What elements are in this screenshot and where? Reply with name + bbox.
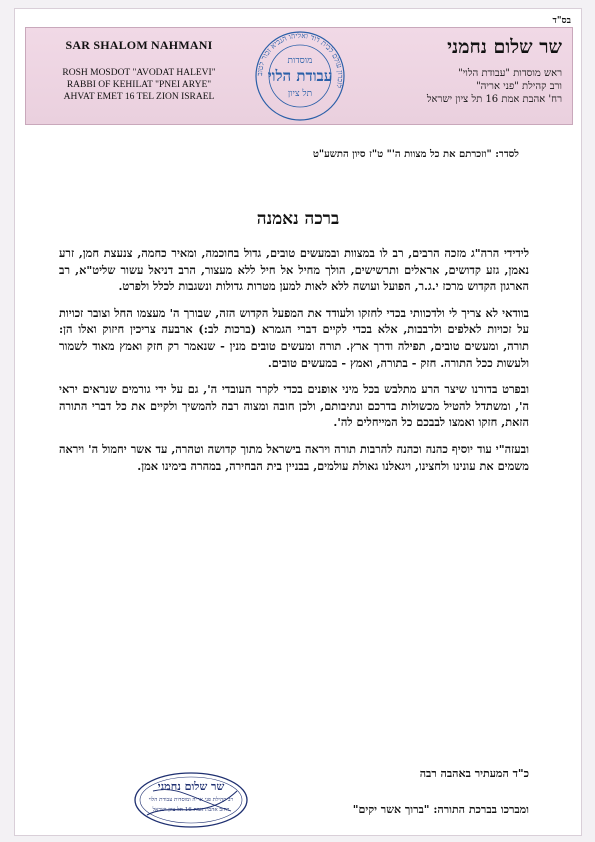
letterhead-hebrew: [362, 36, 562, 106]
seal-middle-text: עבודת הלוי: [267, 67, 333, 85]
stamp-line: רב קהילת פני אריה ומוסדות עבודת הלוי: [148, 797, 234, 803]
letter-title: ברכה נאמנה: [256, 209, 340, 229]
seal-ring-text: לזכרון עולם לבית דוד ואליהו הנביא זכור לטוב: [254, 30, 346, 90]
english-line: AHVAT EMET 16 TEL ZION ISRAEL: [63, 92, 215, 102]
hebrew-name: שר שלום נחמני: [447, 36, 562, 58]
bsd-mark: בס"ד: [552, 16, 571, 26]
date-line: לסדר: "וזכרתם את כל מצוות ה'" ט"ז סיון התשע"ט: [312, 149, 519, 160]
body-paragraph: ובעזה"י עוד יוסיף כהנה וכהנה להרבות תורה ויראה בישראל מתוך קדושה וטהרה, עד אשר יחמול ה' ויראה משמים את עונינו ולחצינו, ויגאלנו גאולת עולמים, בבניין בית הבחירה, במהרה בימינו אמן.: [59, 441, 529, 473]
body-paragraph: בוודאי לא צריך לי ולדכוותי בכדי לחזקו ולעודד את המפעל הקדוש הזה, שבורך ה' מעצמו החל וצובר זכויות על זכויות לאלפים ולרבבות, אלא בכדי לקיים דברי הגמרא (ברכות לב:) ארבעה צריכין חיזוק ואלו הן: תורה, ומעשים טובים, תפילה ודרך ארץ. תורה ומעשים טובים מנין - שנאמר רק חזק ואמץ מאוד לשמור ולעשות ככל התורה. חזק - בתורה, ואמץ - במעשים טובים.: [59, 305, 529, 370]
letter-body: [59, 245, 529, 484]
institution-seal: [254, 30, 346, 122]
seal-top-text: מוסדות: [287, 56, 313, 66]
stamp-line: רחוב אהבת אמת 16 תל ציון ישראל: [152, 807, 230, 813]
letterhead: [25, 27, 573, 125]
body-paragraph: לידידי הרה"ג מזכה הרבים, רב לו במצוות ובמעשים טובים, גדול בחוכמה, ומאיר כחמה, צנעצת חמן, זרע נאמן, גזע קדושים, אראלים ותרשישים, הולך מחיל אל חיל ללא מעצור, הרב דניאל עשור שליט"א, רב הארגון הקדוש מרכז י.ג.ר, הפועל ועושה ללא לאות למען מטרות גדולות ונשגבות לכלל ולפרט.: [59, 246, 529, 294]
signoff-line: ומברכו בברכת התורה: "ברוך אשר יקים": [352, 803, 529, 816]
signature-stamp: [133, 771, 249, 829]
hebrew-line: ראש מוסדות "עבודת הלוי": [458, 68, 562, 79]
letterhead-english: [34, 38, 244, 103]
hebrew-line: רח' אהבת אמת 16 תל ציון ישראל: [426, 94, 562, 105]
letter-page: [14, 8, 582, 836]
seal-bottom-text: תל ציון: [287, 89, 313, 99]
english-line: RABBI OF KEHILAT "PNEI ARYE": [66, 80, 212, 90]
closing-line: כ"ד המעתיר באהבה רבה: [419, 767, 529, 780]
stamp-name: שר שלום נחמני: [157, 780, 225, 793]
body-paragraph: ובפרט בדורנו שיצר הרע מתלבש בכל מיני אופנים בכדי לקרר העובדי ה', גם על ידי גורמים שנראים יראי ה', ומשתדל להטיל מכשולות בדרכם ונתיבותם, ולכן חובה ומצוה רבה להמשיך ולקיים את כל דברי התורה הזאת, חזקו ואמצו לבבכם כל המייחלים לה'.: [59, 382, 529, 430]
english-line: ROSH MOSDOT "AVODAT HALEVI": [62, 68, 216, 78]
english-name: SAR SHALOM NAHMANI: [65, 38, 213, 52]
hebrew-line: ורב קהילת "פני אריה": [476, 81, 562, 92]
